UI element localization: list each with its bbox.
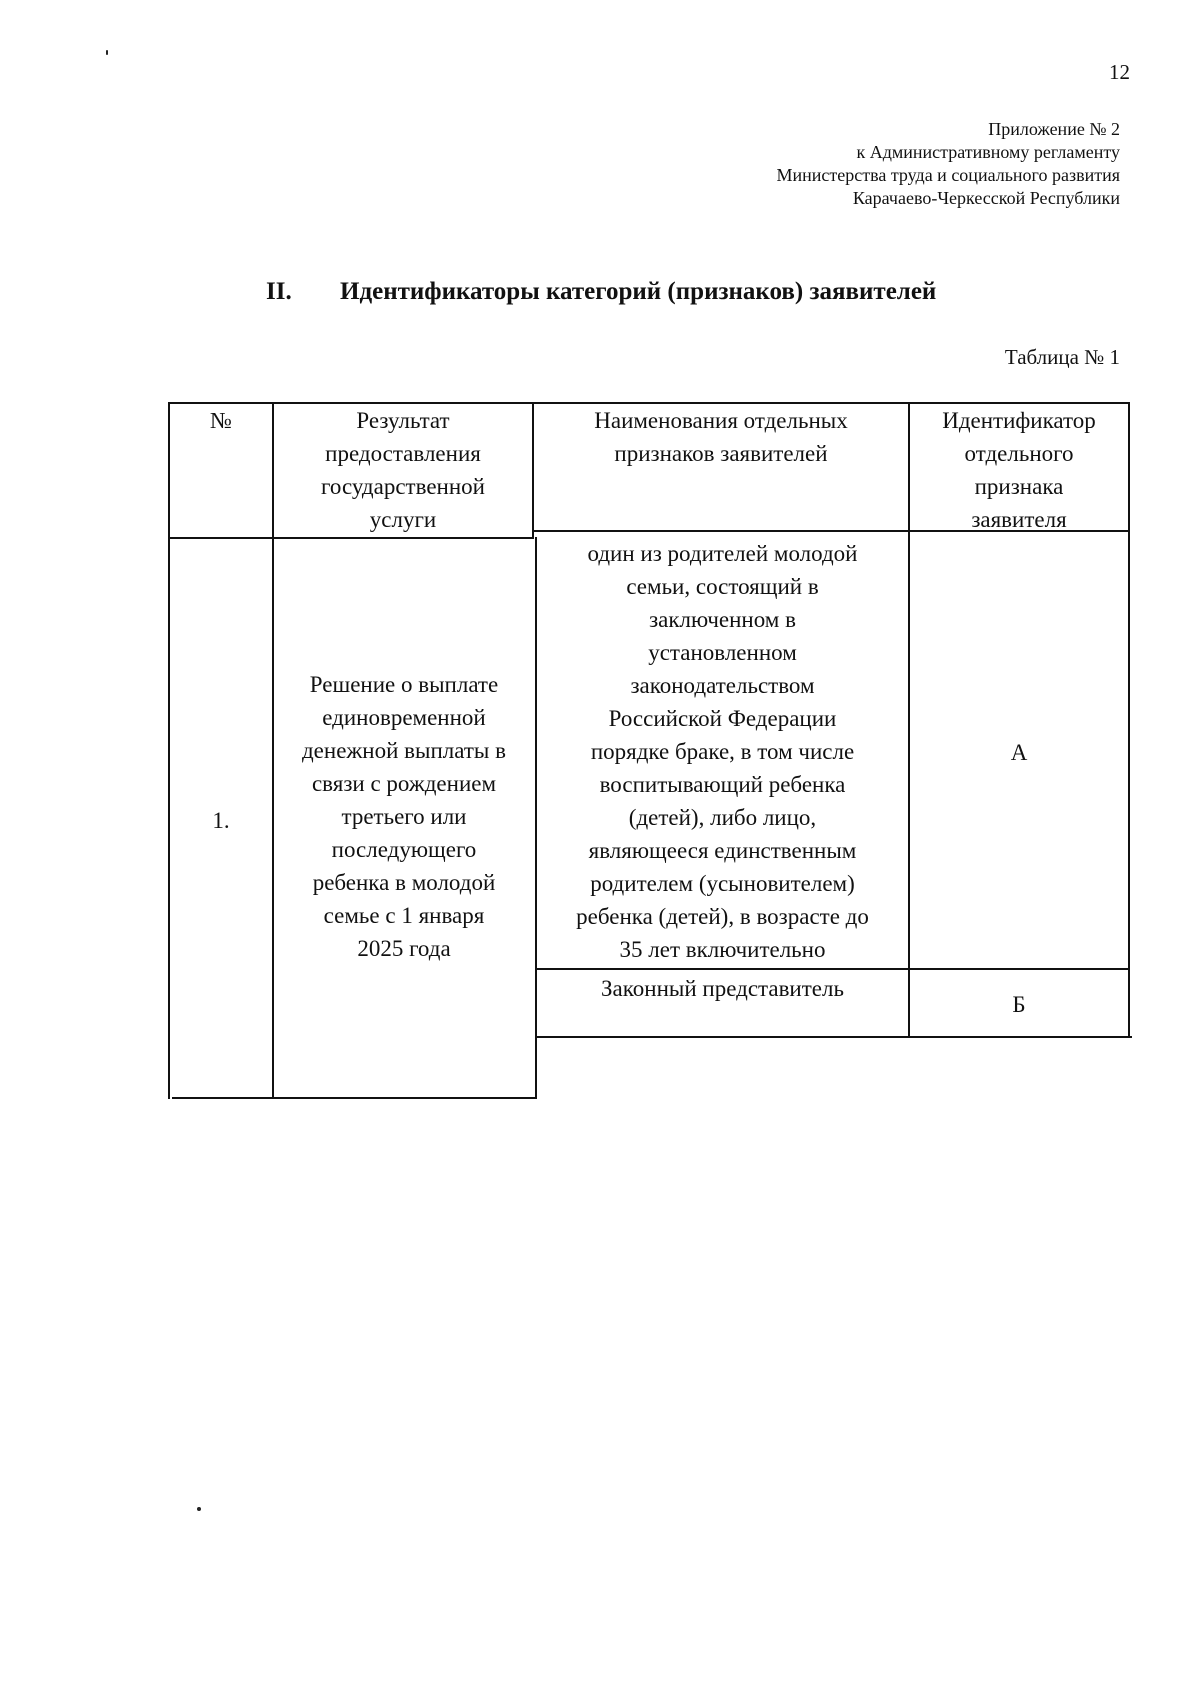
header-bottom-border-left <box>170 537 532 539</box>
row-result-line: семье с 1 января <box>323 903 485 928</box>
row-result-line: денежной выплаты в <box>301 738 506 763</box>
feature-a-line: заключенном в <box>649 607 796 632</box>
row-result-line: единовременной <box>322 705 486 730</box>
section-number: II. <box>266 278 292 305</box>
header-result-line: государственной <box>321 474 485 499</box>
row-result <box>274 668 534 965</box>
feature-b-line: Законный представитель <box>601 976 844 1001</box>
header-identifier-line: Идентификатор <box>942 408 1096 433</box>
feature-a-id-text: А <box>1010 740 1028 765</box>
header-feature-line: Наименования отдельных <box>594 408 848 433</box>
header-result-line: предоставления <box>325 441 481 466</box>
table-right-border <box>1128 402 1130 1038</box>
header-number <box>170 404 272 437</box>
section-title-text: Идентификаторы категорий (признаков) заявителей <box>340 278 937 305</box>
row-result-line: ребенка в молодой <box>312 870 496 895</box>
section-title <box>266 278 936 306</box>
header-identifier <box>910 404 1128 536</box>
header-number-text: № <box>210 408 232 433</box>
feature-a-name <box>537 537 908 966</box>
feature-a-line: 35 лет включительно <box>619 937 826 962</box>
feature-a-line: воспитывающий ребенка <box>599 772 846 797</box>
row-result-line: связи с рождением <box>311 771 497 796</box>
page-number: 12 <box>1109 60 1130 84</box>
feature-a-line: Российской Федерации <box>608 706 837 731</box>
feature-a-id <box>910 736 1128 769</box>
row-result-line: Решение о выплате <box>309 672 499 697</box>
header-identifier-line: заявителя <box>971 507 1067 532</box>
annex-line: Приложение № 2 <box>988 119 1120 139</box>
scan-speck <box>197 1507 201 1511</box>
row-number-text: 1. <box>212 808 230 833</box>
annex-line: Карачаево-Черкесской Республики <box>852 188 1120 208</box>
header-feature-names <box>534 404 908 470</box>
feature-a-line: ребенка (детей), в возрасте до <box>576 904 869 929</box>
annex-line: Министерства труда и социального развития <box>776 165 1120 185</box>
header-identifier-line: отдельного <box>964 441 1074 466</box>
header-identifier-line: признака <box>974 474 1064 499</box>
feature-a-line: родителем (усыновителем) <box>590 871 855 896</box>
annex-header <box>776 118 1120 210</box>
header-feature-line: признаков заявителей <box>614 441 828 466</box>
annex-line: к Административному регламенту <box>856 142 1120 162</box>
feature-b-id <box>910 988 1128 1021</box>
feature-a-line: установленном <box>648 640 797 665</box>
row-a-bottom-border <box>535 968 1130 970</box>
row-number <box>170 804 272 837</box>
feature-a-line: один из родителей молодой <box>587 541 858 566</box>
header-result <box>274 404 532 536</box>
scan-speck <box>106 50 108 55</box>
feature-b-name <box>537 972 908 1005</box>
header-result-line: Результат <box>356 408 450 433</box>
feature-a-line: (детей), либо лицо, <box>628 805 817 830</box>
feature-a-line: являющееся единственным <box>588 838 857 863</box>
table-left-border <box>168 402 170 1099</box>
table-bottom-border <box>172 1097 536 1099</box>
table-label: Таблица № 1 <box>1004 345 1120 369</box>
row-result-line: третьего или <box>341 804 467 829</box>
feature-a-line: законодательством <box>630 673 815 698</box>
feature-a-line: семьи, состоящий в <box>626 574 819 599</box>
feature-b-id-text: Б <box>1012 992 1026 1017</box>
header-result-line: услуги <box>369 507 437 532</box>
row-result-line: последующего <box>331 837 477 862</box>
feature-a-line: порядке браке, в том числе <box>590 739 855 764</box>
row-b-bottom-border <box>535 1036 1132 1038</box>
row-result-line: 2025 года <box>357 936 451 961</box>
